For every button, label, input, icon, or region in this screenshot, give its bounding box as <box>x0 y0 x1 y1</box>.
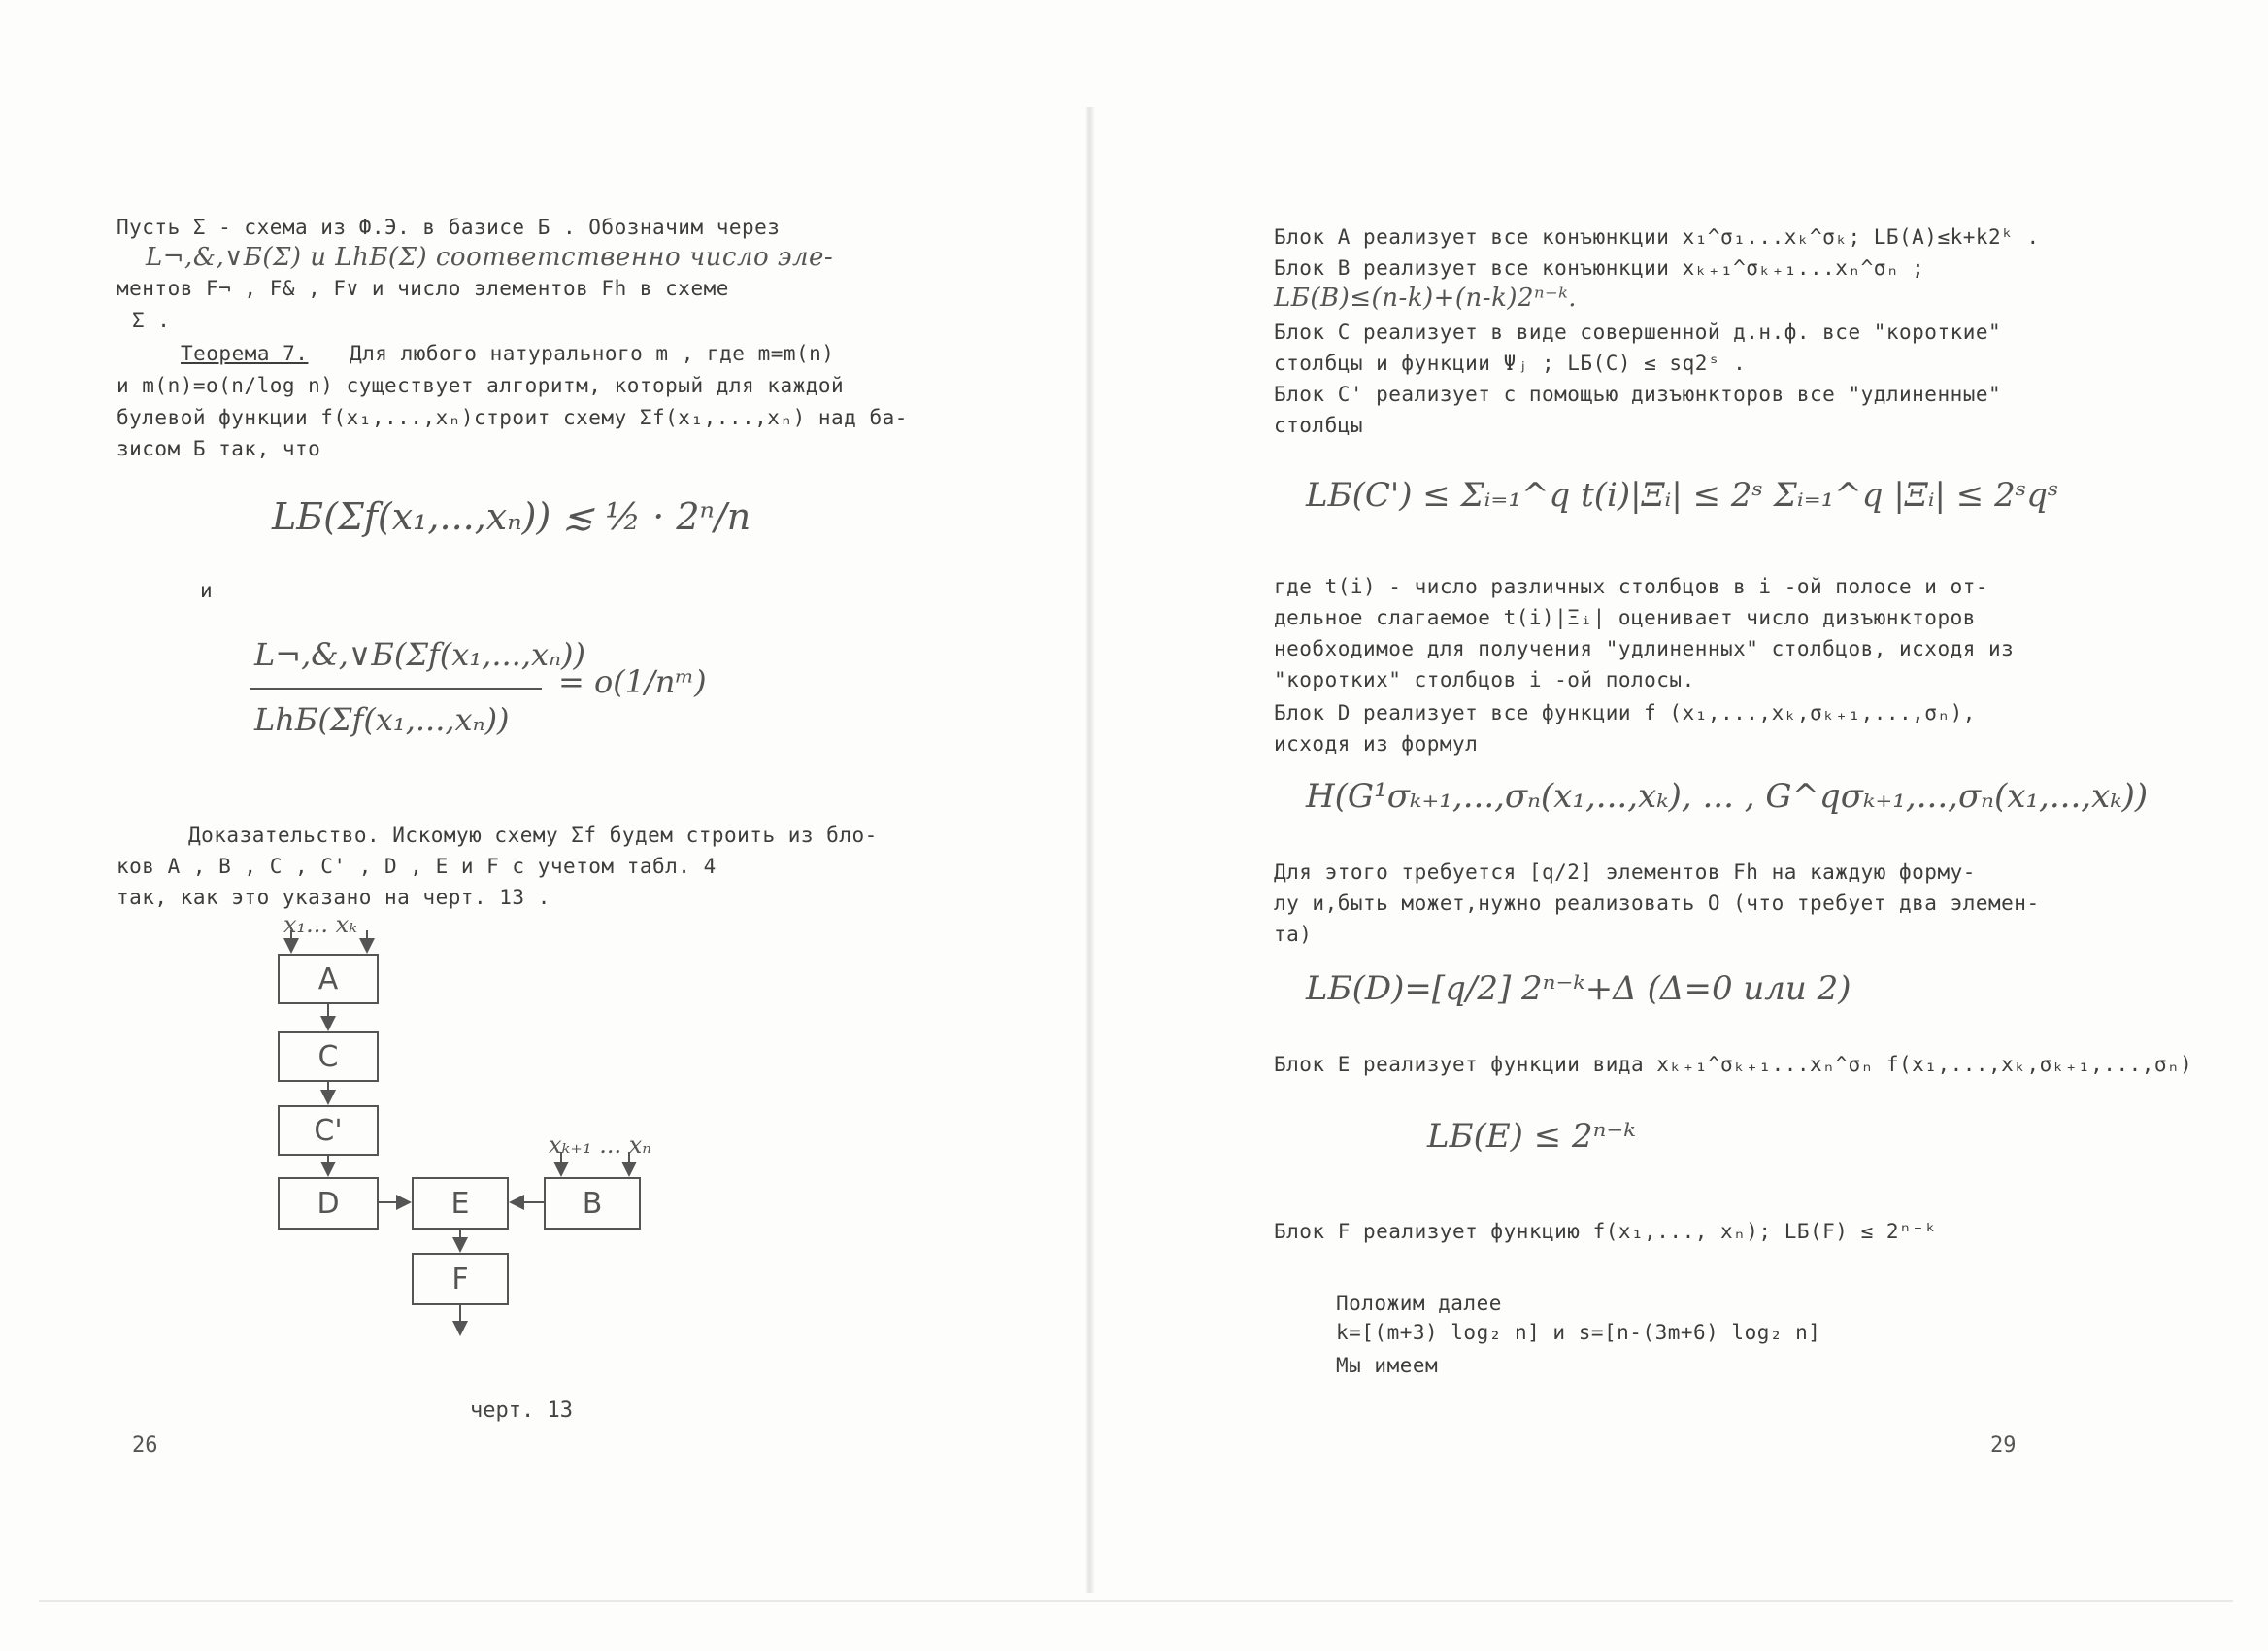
block-A: A <box>278 954 379 1004</box>
theorem-line4: зисом Б так, что <box>117 437 321 460</box>
left-page <box>0 0 1087 1651</box>
formula-block-d: LБ(D)=[q/2] 2ⁿ⁻ᵏ+Δ (Δ=0 или 2) <box>1306 969 1851 1008</box>
formula-block-d-h: H(G¹σₖ₊₁,...,σₙ(x₁,...,xₖ), ... , G^qσₖ₊₁,...,σₙ(x₁,...,xₖ)) <box>1306 777 2149 816</box>
para1-line2: L¬,&,∨Б(Σ) и LhБ(Σ) соответственно число эле- <box>146 243 834 272</box>
right-line21: Мы имеем <box>1336 1354 1439 1377</box>
right-line17: Блок E реализует функции вида xₖ₊₁^σₖ₊₁...xₙ^σₙ f(x₁,...,xₖ,σₖ₊₁,...,σₙ) <box>1274 1053 2193 1076</box>
formula-ratio-denominator: LhБ(Σf(x₁,...,xₙ)) <box>254 701 510 738</box>
theorem-line1: Для любого натурального m , где m=m(n) <box>350 342 835 365</box>
and-word: и <box>200 579 214 602</box>
right-line11: "коротких" столбцов i -ой полосы. <box>1274 668 1695 691</box>
right-line5: столбцы и функции Ψⱼ ; LБ(C) ≤ sq2ˢ . <box>1274 352 1747 375</box>
block-C-prime: C' <box>278 1105 379 1156</box>
right-line13: исходя из формул <box>1274 732 1479 756</box>
formula-block-c-prime: LБ(C') ≤ Σᵢ₌₁^q t(i)|Ξᵢ| ≤ 2ˢ Σᵢ₌₁^q |Ξᵢ| ≤ 2ˢqˢ <box>1306 476 2059 515</box>
theorem-label: Теорема 7. <box>181 342 309 365</box>
right-line15: лу и,быть может,нужно реализовать O (что требует два элемен- <box>1274 892 2040 915</box>
block-D: D <box>278 1177 379 1230</box>
right-page <box>1087 0 2268 1651</box>
right-line2: Блок B реализует все конъюнкции xₖ₊₁^σₖ₊₁...xₙ^σₙ ; <box>1274 256 1925 280</box>
theorem-line2: и m(n)=o(n/log n) существует алгоритм, который для каждой <box>117 374 845 397</box>
right-line9: дельное слагаемое t(i)|Ξᵢ| оценивает число дизъюнкторов <box>1274 606 1976 629</box>
formula-ratio-numerator: L¬,&,∨Б(Σf(x₁,...,xₙ)) <box>254 636 585 673</box>
proof-line1: Доказательство. Искомую схему Σf будем строить из бло- <box>188 824 878 847</box>
para1-line1: Пусть Σ - схема из Ф.Э. в базисе Б . Обозначим через <box>117 216 781 239</box>
proof-line3: так, как это указано на черт. 13 . <box>117 886 550 909</box>
para1-line3: ментов F¬ , F& , F∨ и число элементов Fh в схеме <box>117 277 729 300</box>
right-line7: столбцы <box>1274 414 1364 437</box>
right-line16: та) <box>1274 923 1313 946</box>
right-line1: Блок A реализует все конъюнкции x₁^σ₁...xₖ^σₖ; LБ(A)≤k+k2ᵏ . <box>1274 225 2040 249</box>
right-line20: k=[(m+3) log₂ n] и s=[n-(3m+6) log₂ n] <box>1336 1321 1821 1344</box>
block-B: B <box>544 1177 641 1230</box>
proof-line2: ков A , B , C , C' , D , E и F с учетом табл. 4 <box>117 855 717 878</box>
diagram-right-inputs: xₖ₊₁ ... xₙ <box>549 1131 651 1159</box>
page-number-left: 26 <box>132 1433 158 1458</box>
block-E: E <box>412 1177 509 1230</box>
theorem-line3: булевой функции f(x₁,...,xₙ)строит схему Σf(x₁,...,xₙ) над ба- <box>117 406 908 429</box>
block-C: C <box>278 1031 379 1082</box>
right-line19: Положим далее <box>1336 1292 1502 1315</box>
figure-caption: черт. 13 <box>470 1398 573 1423</box>
page-number-right: 29 <box>1990 1433 2017 1458</box>
right-line3: LБ(B)≤(n-k)+(n-k)2ⁿ⁻ᵏ. <box>1274 284 1578 313</box>
block-F: F <box>412 1253 509 1305</box>
right-line10: необходимое для получения "удлиненных" столбцов, исходя из <box>1274 637 2015 660</box>
right-line18: Блок F реализует функцию f(x₁,..., xₙ); LБ(F) ≤ 2ⁿ⁻ᵏ <box>1274 1220 1938 1243</box>
right-line14: Для этого требуется [q/2] элементов Fh на каждую форму- <box>1274 860 1976 884</box>
para1-line4: Σ . <box>132 309 171 332</box>
right-line12: Блок D реализует все функции f (x₁,...,xₖ,σₖ₊₁,...,σₙ), <box>1274 701 1976 724</box>
formula-complexity-bound: LБ(Σf(x₁,...,xₙ)) ≲ ½ · 2ⁿ/n <box>272 495 751 538</box>
right-line4: Блок C реализует в виде совершенной д.н.ф. все "короткие" <box>1274 320 2002 344</box>
diagram-top-inputs: x₁... xₖ <box>284 911 357 938</box>
right-line6: Блок C' реализует с помощью дизъюнкторов все "удлиненные" <box>1274 383 2002 406</box>
right-line8: где t(i) - число различных столбцов в i -ой полосе и от- <box>1274 575 1989 598</box>
formula-ratio-rhs: = o(1/nᵐ) <box>558 663 707 700</box>
formula-block-e: LБ(E) ≤ 2ⁿ⁻ᵏ <box>1427 1117 1636 1156</box>
